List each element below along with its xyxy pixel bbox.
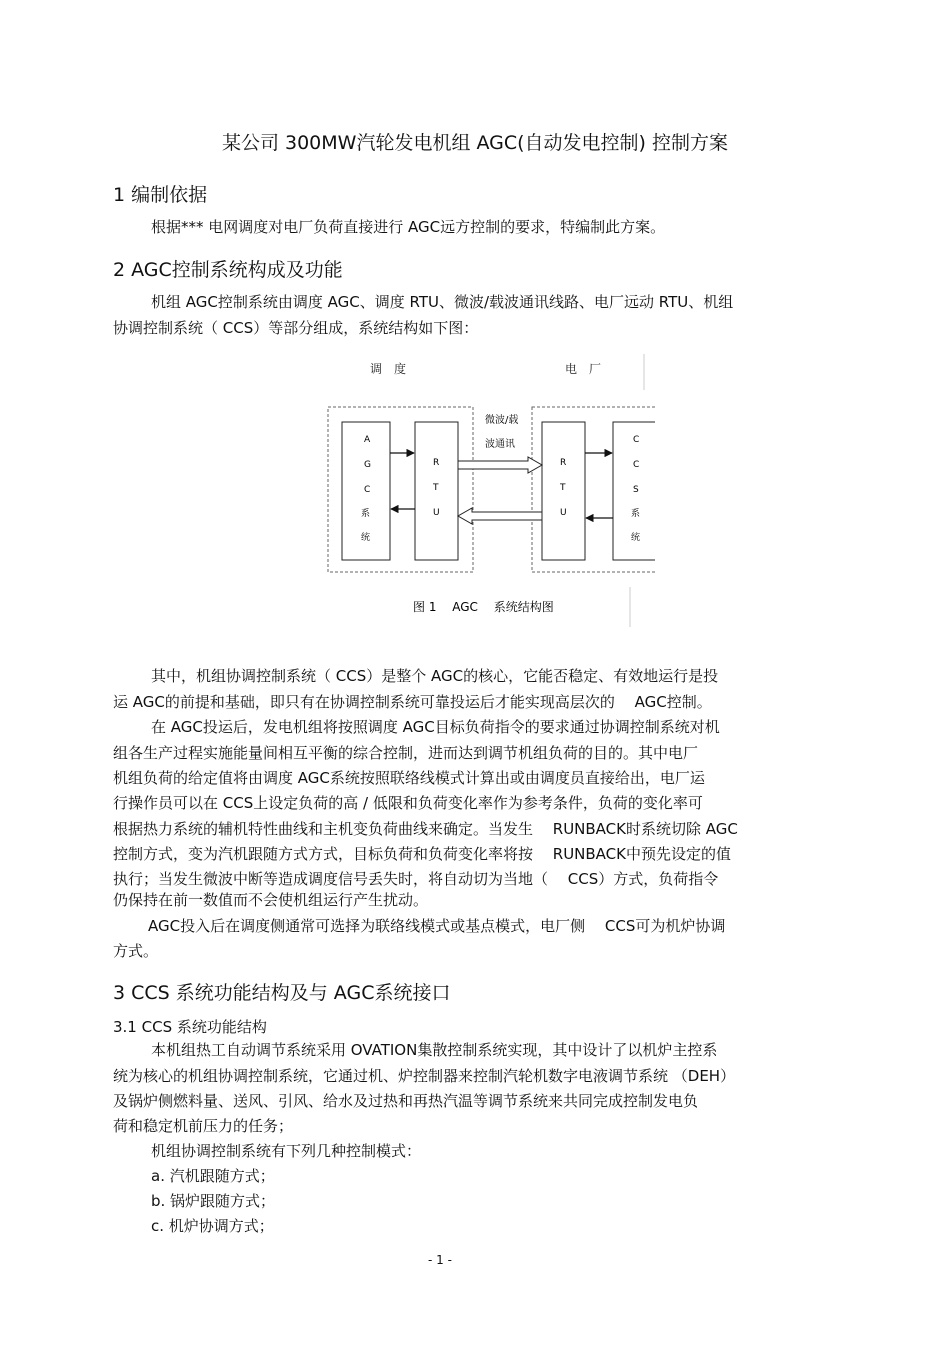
comm-label-line: 波通讯 <box>485 439 515 450</box>
section-2-paragraph-line: 机组 AGC控制系统由调度 AGC、调度 RTU、微波/载波通讯线路、电厂远动 RTU、机组 <box>151 293 734 311</box>
section-3-heading: 3 CCS 系统功能结构及与 AGC系统接口 <box>113 982 451 1004</box>
paragraph-line: 及锅炉侧燃料量、送风、引风、给水及过热和再热汽温等调节系统来共同完成控制发电负 <box>113 1092 699 1110</box>
agc-box-char: A <box>364 435 371 445</box>
comm-label-line: 微波/载 <box>485 415 519 426</box>
rtu-dispatch-char: R <box>433 458 440 468</box>
paragraph-line: 荷和稳定机前压力的任务； <box>113 1117 294 1135</box>
paragraph-line: 执行；当发生微波中断等造成调度信号丢失时，将自动切为当地（ CCS）方式，负荷指令 <box>113 870 719 888</box>
rtu-dispatch-char: T <box>433 483 439 493</box>
rtu-plant-char: T <box>560 483 566 493</box>
figure-caption: 图 1 AGC 系统结构图 <box>413 600 554 614</box>
section-2-paragraph-line: 协调控制系统（ CCS）等部分组成，系统结构如下图： <box>113 319 479 337</box>
dispatch-label: 调 度 <box>370 362 407 376</box>
paragraph-line: 其中，机组协调控制系统（ CCS）是整个 AGC的核心，它能否稳定、有效地运行是投 <box>151 667 719 685</box>
paragraph-line: 机组协调控制系统有下列几种控制模式： <box>151 1142 422 1160</box>
ccs-box-char: 统 <box>631 533 641 543</box>
plant-label: 电 厂 <box>565 362 602 376</box>
rtu-plant-char: U <box>560 508 567 518</box>
agc-box-char: 系 <box>361 509 371 519</box>
paragraph-line: 控制方式，变为汽机跟随方式方式，目标负荷和负荷变化率将按 RUNBACK中预先设定的值 <box>113 845 731 863</box>
dispatch-to-plant-arrow <box>458 457 542 473</box>
list-item: c. 机炉协调方式； <box>151 1217 274 1235</box>
section-1-paragraph: 根据*** 电网调度对电厂负荷直接进行 AGC远方控制的要求，特编制此方案。 <box>151 218 666 236</box>
list-item: a. 汽机跟随方式； <box>151 1167 275 1185</box>
paragraph-line: 统为核心的机组协调控制系统，它通过机、炉控制器来控制汽轮机数字电液调节系统 （DEH） <box>113 1067 736 1085</box>
ccs-box-char: 系 <box>631 509 641 519</box>
section-1-heading: 1 编制依据 <box>113 184 208 206</box>
paragraph-line: 根据热力系统的辅机特性曲线和主机变负荷曲线来确定。当发生 RUNBACK时系统切除 AGC <box>113 820 738 838</box>
section-2-heading: 2 AGC控制系统构成及功能 <box>113 259 343 281</box>
ccs-box-char: S <box>633 485 639 495</box>
document-title: 某公司 300MW汽轮发电机组 AGC(自动发电控制) 控制方案 <box>221 132 729 154</box>
paragraph-line: 仍保持在前一数值而不会使机组运行产生扰动。 <box>113 891 429 909</box>
ccs-box-char: C <box>633 435 640 445</box>
agc-box-char: G <box>364 460 371 470</box>
paragraph-line: 运 AGC的前提和基础，即只有在协调控制系统可靠投运后才能实现高层次的 AGC控制。 <box>113 693 712 711</box>
paragraph-line: AGC投入后在调度侧通常可选择为联络线模式或基点模式，电厂侧 CCS可为机炉协调 <box>148 917 726 935</box>
page-number: - 1 - <box>428 1253 452 1267</box>
ccs-box-char: C <box>633 460 640 470</box>
paragraph-line: 方式。 <box>113 942 159 960</box>
paragraph-line: 本机组热工自动调节系统采用 OVATION集散控制系统实现，其中设计了以机炉主控系 <box>151 1041 718 1059</box>
paragraph-line: 行操作员可以在 CCS上设定负荷的高 / 低限和负荷变化率作为参考条件，负荷的变化率可 <box>113 794 703 812</box>
rtu-dispatch-char: U <box>433 508 440 518</box>
agc-system-diagram <box>325 352 655 632</box>
agc-box-char: C <box>364 485 371 495</box>
rtu-plant-char: R <box>560 458 567 468</box>
paragraph-line: 机组负荷的给定值将由调度 AGC系统按照联络线模式计算出或由调度员直接给出，电厂运 <box>113 769 705 787</box>
paragraph-line: 组各生产过程实施能量间相互平衡的综合控制，进而达到调节机组负荷的目的。其中电厂 <box>113 744 699 762</box>
plant-to-dispatch-arrow <box>458 508 542 524</box>
dispatch-region <box>328 407 473 572</box>
agc-box-char: 统 <box>361 533 371 543</box>
list-item: b. 锅炉跟随方式； <box>151 1192 276 1210</box>
section-3-1-heading: 3.1 CCS 系统功能结构 <box>113 1018 267 1036</box>
paragraph-line: 在 AGC投运后，发电机组将按照调度 AGC目标负荷指令的要求通过协调控制系统对机 <box>151 718 720 736</box>
